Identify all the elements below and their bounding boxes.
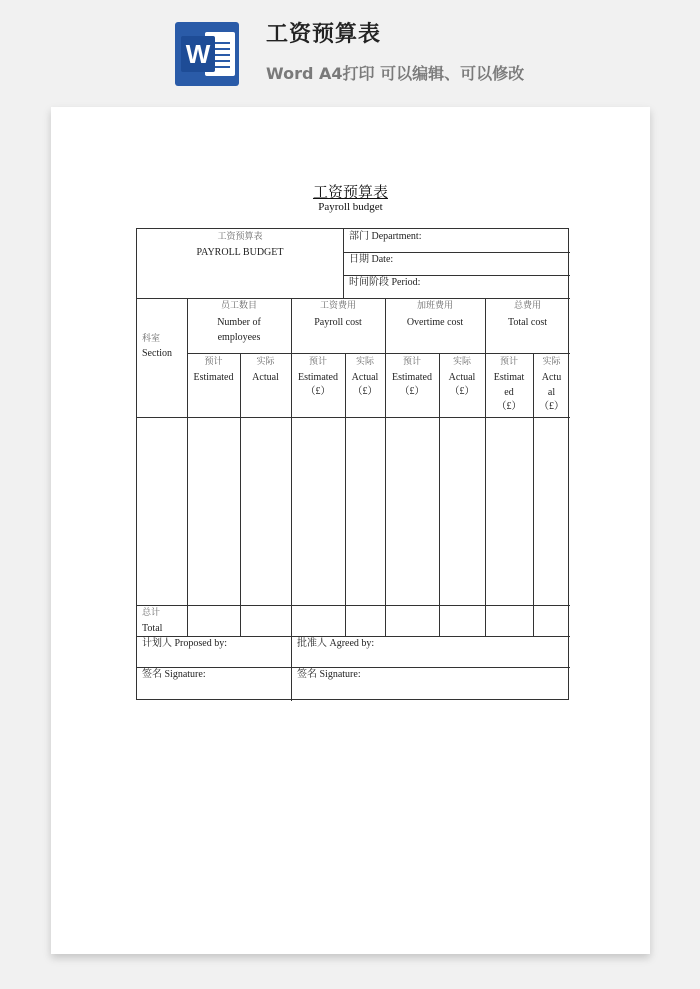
top-left-title-cn: 工资预算表 bbox=[217, 232, 263, 242]
employees-est-en: Estimated bbox=[193, 372, 234, 383]
employees-act-cn: 实际 bbox=[256, 357, 275, 367]
overtime-act-cn: 实际 bbox=[452, 357, 471, 367]
section-label-cn: 科室 bbox=[142, 334, 161, 344]
employees-act-en: Actual bbox=[252, 372, 279, 383]
proposed-by-field[interactable]: 计划人 Proposed by: bbox=[142, 638, 227, 649]
group-overtime-cn: 加班费用 bbox=[416, 301, 453, 311]
group-employees-en2: employees bbox=[217, 332, 261, 343]
total-row-en: Total bbox=[142, 623, 163, 634]
total-est-en2: ed bbox=[504, 387, 514, 398]
top-left-title-en: PAYROLL BUDGET bbox=[196, 247, 284, 258]
agreed-by-field[interactable]: 批准人 Agreed by: bbox=[297, 638, 375, 649]
overtime-act-en: Actual bbox=[448, 372, 476, 383]
group-payroll-cn: 工资费用 bbox=[319, 301, 356, 311]
total-act-en1: Actu bbox=[541, 372, 562, 383]
form-rule bbox=[137, 605, 570, 606]
total-row-cn: 总计 bbox=[142, 608, 161, 618]
group-total-en: Total cost bbox=[507, 317, 547, 328]
overtime-est-en: Estimated bbox=[392, 372, 432, 383]
document-subtitle: Payroll budget bbox=[318, 201, 383, 213]
approver-signature-field[interactable]: 签名 Signature: bbox=[297, 669, 361, 680]
group-total-cn: 总费用 bbox=[513, 301, 541, 311]
department-field[interactable]: 部门 Department: bbox=[349, 231, 422, 242]
overtime-est-unit: （£） bbox=[399, 386, 425, 397]
date-field[interactable]: 日期 Date: bbox=[349, 254, 394, 265]
document-title: 工资预算表 bbox=[312, 183, 388, 201]
overtime-act-unit: （£） bbox=[449, 386, 475, 397]
payroll-est-cn: 预计 bbox=[308, 357, 327, 367]
document-page bbox=[51, 107, 650, 954]
payroll-act-unit: （£） bbox=[352, 386, 378, 397]
period-field[interactable]: 时间阶段 Period: bbox=[349, 277, 421, 288]
group-employees-en1: Number of bbox=[217, 317, 261, 328]
form-rule bbox=[137, 417, 570, 418]
form-rule bbox=[485, 298, 486, 636]
total-est-cn: 预计 bbox=[499, 357, 518, 367]
payroll-budget-form bbox=[136, 228, 569, 700]
word-app-icon bbox=[175, 22, 239, 86]
total-est-unit: （£） bbox=[496, 401, 522, 412]
form-rule bbox=[385, 298, 386, 636]
form-rule bbox=[343, 229, 344, 298]
header-subtitle: Word A4打印 可以编辑、可以修改 bbox=[266, 64, 525, 83]
total-act-unit: （£） bbox=[539, 401, 564, 412]
total-act-en2: al bbox=[547, 387, 556, 398]
payroll-est-en: Estimated bbox=[298, 372, 338, 383]
payroll-act-en: Actual bbox=[351, 372, 379, 383]
form-rule bbox=[240, 353, 241, 636]
total-est-en1: Estimat bbox=[493, 372, 525, 383]
proposer-signature-field[interactable]: 签名 Signature: bbox=[142, 669, 206, 680]
payroll-act-cn: 实际 bbox=[355, 357, 374, 367]
employees-est-cn: 预计 bbox=[204, 357, 223, 367]
total-act-cn: 实际 bbox=[542, 357, 561, 367]
word-logo-letter: W bbox=[181, 36, 215, 72]
payroll-est-unit: （£） bbox=[305, 386, 331, 397]
form-rule bbox=[187, 353, 570, 354]
group-overtime-en: Overtime cost bbox=[406, 317, 464, 328]
group-employees-cn: 员工数目 bbox=[220, 301, 257, 311]
overtime-est-cn: 预计 bbox=[402, 357, 421, 367]
header-title: 工资预算表 bbox=[266, 22, 382, 47]
section-label-en: Section bbox=[142, 348, 172, 359]
form-rule bbox=[187, 298, 188, 636]
group-payroll-en: Payroll cost bbox=[314, 317, 362, 328]
